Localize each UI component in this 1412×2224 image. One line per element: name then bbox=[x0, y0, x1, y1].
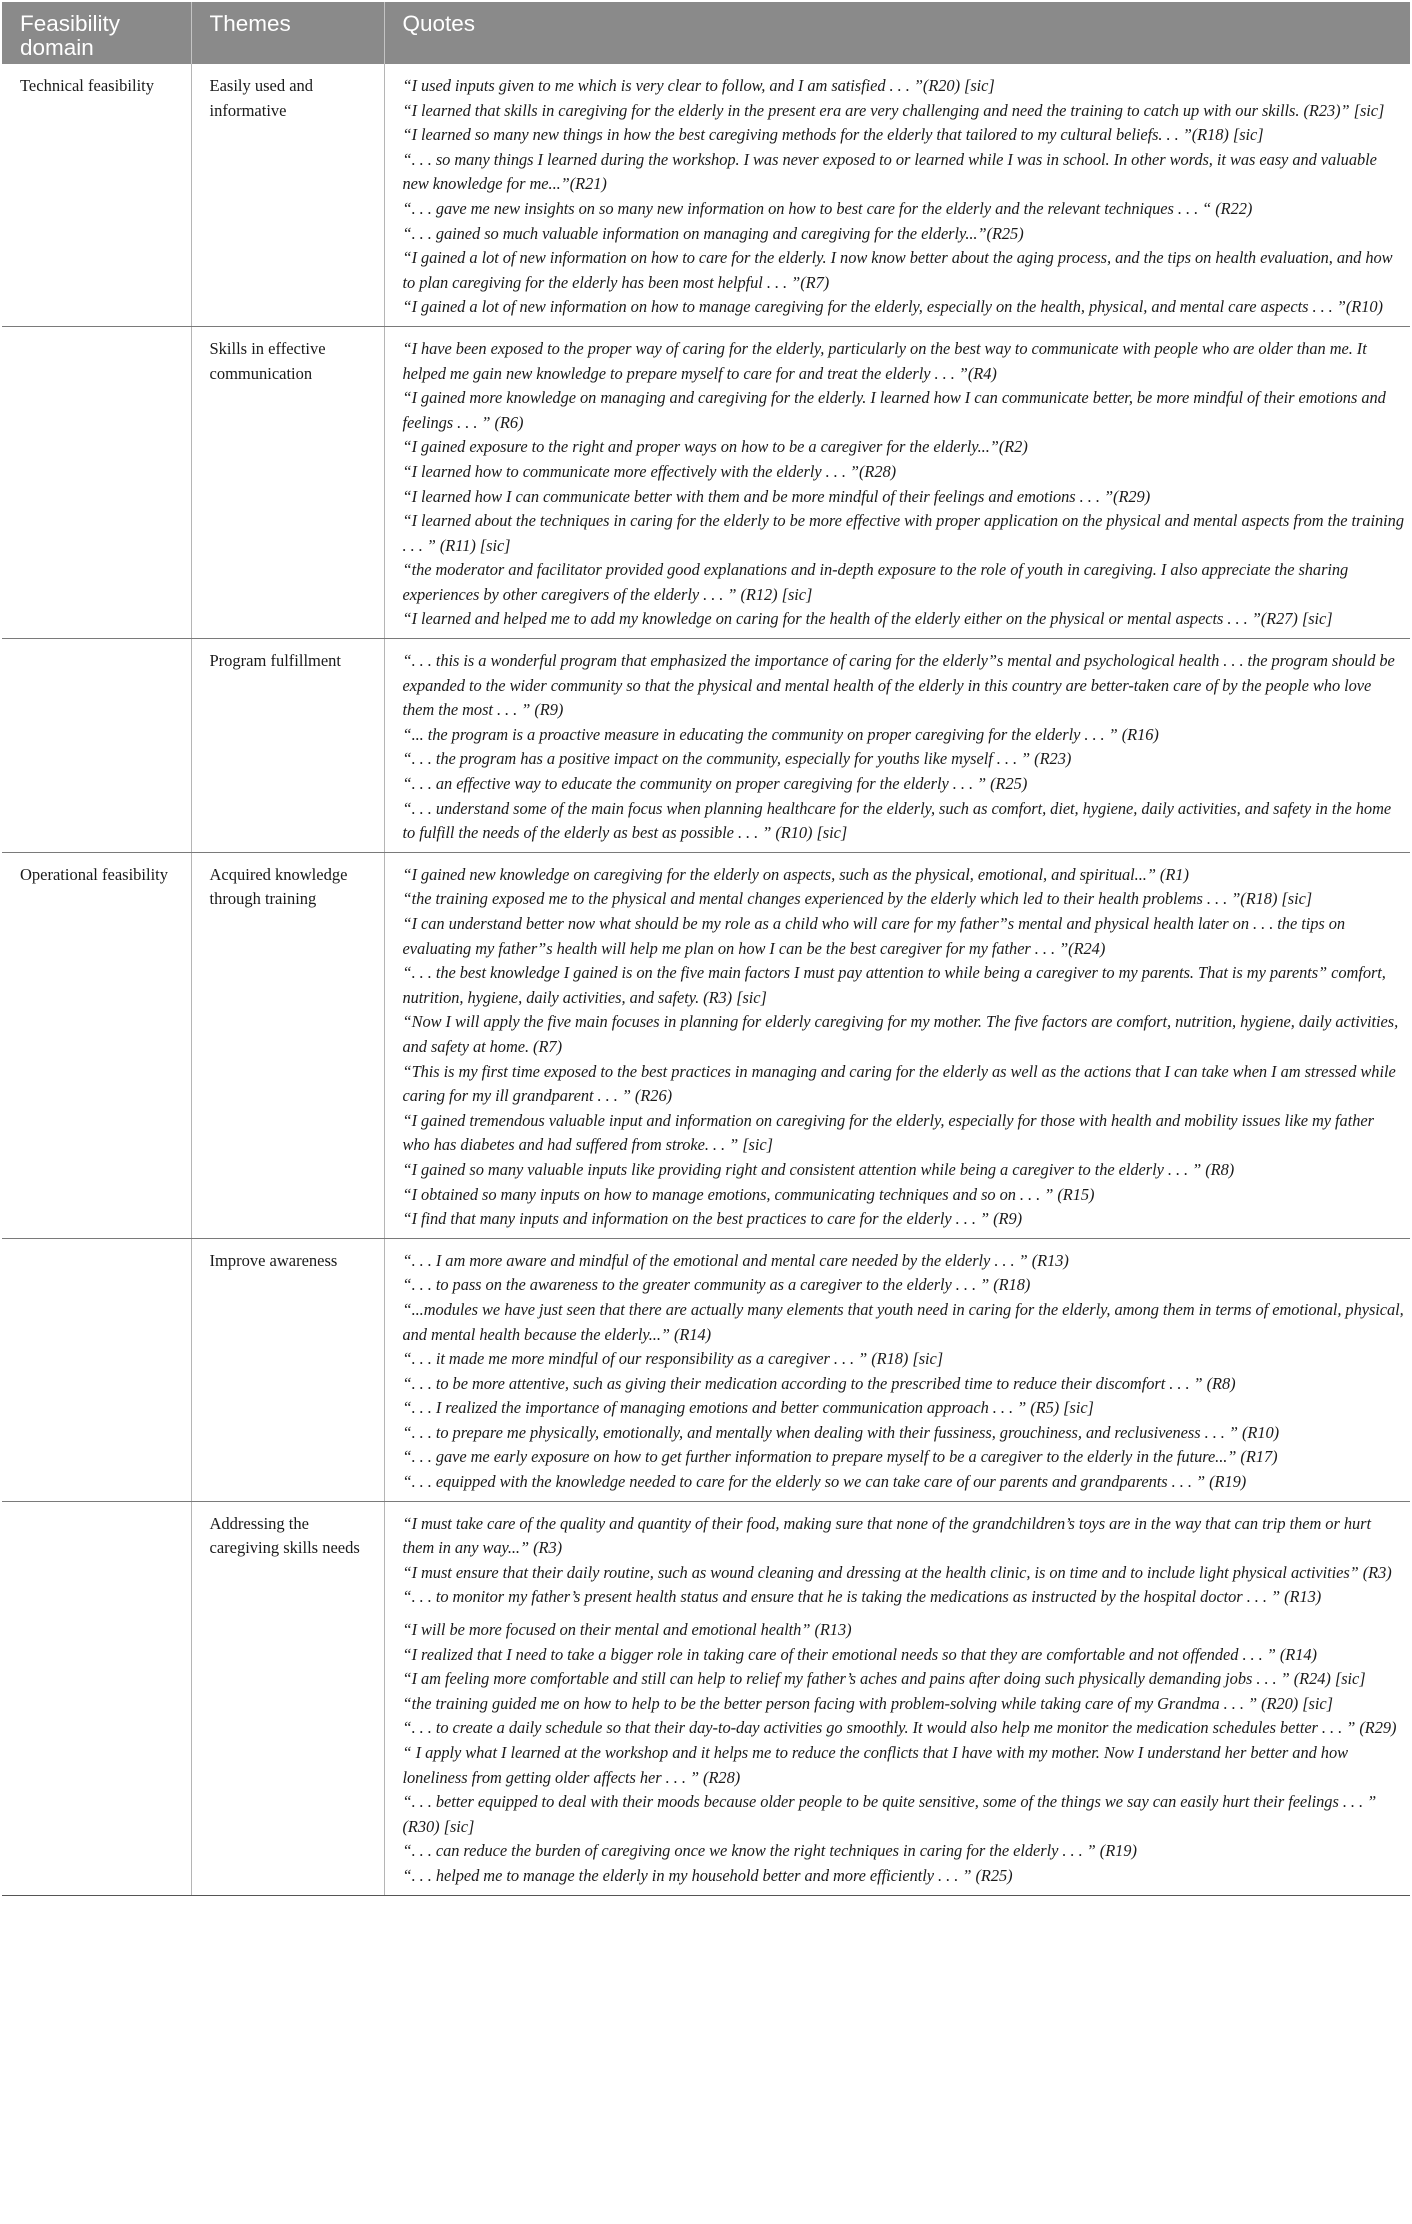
quote: “This is my first time exposed to the best practices in managing and caring for the elderly as well as the actions that I can take when I am stressed while caring for my ill grandparent . . . ” (R26) bbox=[402, 1061, 1396, 1106]
theme-cell: Easily used and informative bbox=[191, 64, 384, 326]
quotes-cell bbox=[384, 64, 1410, 326]
header-row bbox=[2, 2, 1410, 64]
quote: “. . . to pass on the awareness to the greater community as a caregiver to the elderly . . . ” (R18) bbox=[402, 1275, 1031, 1295]
quote: “the moderator and facilitator provided good explanations and in-depth exposure to the role of youth in caregiving. I also appreciate the sharing experiences by other caregivers of the elderly . . . ” (R12) [sic] bbox=[402, 560, 1349, 604]
quote: “ I apply what I learned at the workshop and it helps me to reduce the conflicts that I have with my mother. Now I understand her better and how loneliness from getting older affects her . . . ” (R28) bbox=[402, 1743, 1348, 1787]
quote: “... the program is a proactive measure in educating the community on proper caregiving for the elderly . . . ” (R16) bbox=[402, 724, 1159, 744]
quote: “. . . equipped with the knowledge needed to care for the elderly so we can take care of our parents and grandparents . . . ” (R19) bbox=[402, 1472, 1247, 1492]
header-quotes: Quotes bbox=[384, 2, 1410, 64]
quote: “I must take care of the quality and quantity of their food, making sure that none of the grandchildren’s toys are in the way that can trip them or hurt them in any way...” (R3) bbox=[402, 1513, 1371, 1558]
quote: “I learned how I can communicate better with them and be more mindful of their feelings and emotions . . . ”(R29) bbox=[402, 486, 1151, 506]
quote: “. . . gave me new insights on so many new information on how to best care for the elderly and the relevant techniques . . . “ (R22) bbox=[402, 198, 1253, 218]
quote: “I gained a lot of new information on how to care for the elderly. I now know better about the aging process, and the tips on health evaluation, and how to plan caregiving for the elderly has been most helpful . . . ”(R7) bbox=[402, 248, 1393, 292]
theme-cell: Program fulfillment bbox=[191, 639, 384, 853]
quote: “the training exposed me to the physical and mental changes experienced by the elderly which led to their health problems . . . ”(R18) [sic] bbox=[402, 889, 1313, 909]
quote: “. . . I am more aware and mindful of the emotional and mental care needed by the elderly . . . ” (R13) bbox=[402, 1250, 1069, 1270]
quote: “. . . better equipped to deal with their moods because older people to be quite sensitive, some of the things we say can easily hurt their feelings . . . ” (R30) [sic] bbox=[402, 1792, 1377, 1836]
table-row bbox=[2, 852, 1410, 1238]
quote: “I learned and helped me to add my knowledge on caring for the health of the elderly either on the physical or mental aspects . . . ”(R27) [sic] bbox=[402, 609, 1333, 629]
quote: “. . . can reduce the burden of caregiving once we know the right techniques in caring for the elderly . . . ” (R19) bbox=[402, 1841, 1137, 1861]
domain-cell bbox=[2, 326, 191, 638]
quote: “I realized that I need to take a bigger role in taking care of their emotional needs so that they are comfortable and not offended . . . ” (R14) bbox=[402, 1644, 1317, 1664]
quote: “I learned that skills in caregiving for the elderly in the present era are very challenging and need the training to catch up with our skills. (R23)” [sic] bbox=[402, 100, 1385, 120]
quotes-cell bbox=[384, 326, 1410, 638]
table-row bbox=[2, 1501, 1410, 1895]
quote: “I gained new knowledge on caregiving for the elderly on aspects, such as the physical, emotional, and spiritual...” (R1) bbox=[402, 864, 1189, 884]
quote: “I obtained so many inputs on how to manage emotions, communicating techniques and so on . . . ” (R15) bbox=[402, 1184, 1095, 1204]
feasibility-table bbox=[2, 2, 1410, 1896]
quote: “. . . it made me more mindful of our responsibility as a caregiver . . . ” (R18) [sic] bbox=[402, 1349, 944, 1369]
quote: “I gained exposure to the right and proper ways on how to be a caregiver for the elderly...”(R2) bbox=[402, 437, 1028, 457]
quote: “I learned about the techniques in caring for the elderly to be more effective with proper application on the physical and mental aspects from the training . . . ” (R11) [sic] bbox=[402, 511, 1404, 555]
quote: “I am feeling more comfortable and still can help to relief my father’s aches and pains after doing such physically demanding jobs . . . ” (R24) [sic] bbox=[402, 1669, 1366, 1689]
quote: “I will be more focused on their mental and emotional health” (R13) bbox=[402, 1620, 852, 1640]
quote: “. . . gained so much valuable information on managing and caregiving for the elderly...”(R25) bbox=[402, 223, 1024, 243]
quote: “. . . understand some of the main focus when planning healthcare for the elderly, such as comfort, diet, hygiene, daily activities, and safety in the home to fulfill the needs of the elderly as best as possible . . . ” (R10) [sic] bbox=[402, 798, 1392, 843]
table-row bbox=[2, 326, 1410, 638]
theme-cell: Skills in effective communication bbox=[191, 326, 384, 638]
quotes-cell bbox=[384, 1501, 1410, 1895]
quote: “...modules we have just seen that there are actually many elements that youth need in caring for the elderly, among them in terms of emotional, physical, and mental health because the elderly...” (R14) bbox=[402, 1299, 1404, 1344]
quote: “. . . the program has a positive impact on the community, especially for youths like myself . . . ” (R23) bbox=[402, 749, 1072, 769]
header-themes: Themes bbox=[191, 2, 384, 64]
quote: “. . . to prepare me physically, emotionally, and mentally when dealing with their fussiness, grouchiness, and reclusiveness . . . ” (R10) bbox=[402, 1422, 1280, 1442]
quotes-cell bbox=[384, 639, 1410, 853]
domain-cell: Technical feasibility bbox=[2, 64, 191, 326]
theme-cell: Acquired knowledge through training bbox=[191, 852, 384, 1238]
quotes-cell bbox=[384, 852, 1410, 1238]
quote: “. . . gave me early exposure on how to get further information to prepare myself to be a caregiver to the elderly in the future...” (R17) bbox=[402, 1447, 1278, 1467]
domain-cell: Operational feasibility bbox=[2, 852, 191, 1238]
quote: “I can understand better now what should be my role as a child who will care for my father”s mental and physical health later on . . . the tips on evaluating my father”s health will help me plan on how I can be the best caregiver for my father . . . ”(R24) bbox=[402, 914, 1346, 958]
table-body bbox=[2, 64, 1410, 1895]
quote: “I learned so many new things in how the best caregiving methods for the elderly that tailored to my cultural beliefs. . . ”(R18) [sic] bbox=[402, 125, 1264, 145]
quote: “. . . to monitor my father’s present health status and ensure that he is taking the medications as instructed by the hospital doctor . . . ” (R13) bbox=[402, 1587, 1322, 1607]
quote: “. . . the best knowledge I gained is on the five main factors I must pay attention to while being a caregiver to my parents. That is my parents” comfort, nutrition, hygiene, daily activities, and safety. (R3) [sic] bbox=[402, 963, 1386, 1007]
table-header bbox=[2, 2, 1410, 64]
quote: “. . . to create a daily schedule so that their day-to-day activities go smoothly. It would also help me monitor the medication schedules better . . . ” (R29) bbox=[402, 1718, 1397, 1738]
quote: “the training guided me on how to help to be the better person facing with problem-solving while taking care of my Grandma . . . ” (R20) [sic] bbox=[402, 1693, 1333, 1713]
theme-cell: Addressing the caregiving skills needs bbox=[191, 1501, 384, 1895]
quote: “I gained more knowledge on managing and caregiving for the elderly. I learned how I can communicate better, be more mindful of their emotions and feelings . . . ” (R6) bbox=[402, 388, 1386, 432]
quote: “. . . an effective way to educate the community on proper caregiving for the elderly . . . ” (R25) bbox=[402, 774, 1028, 794]
table-row bbox=[2, 64, 1410, 326]
header-feasibility-domain: Feasibility domain bbox=[2, 2, 191, 64]
quote: “. . . helped me to manage the elderly in my household better and more efficiently . . . ” (R25) bbox=[402, 1865, 1013, 1885]
domain-cell bbox=[2, 639, 191, 853]
quote: “. . . to be more attentive, such as giving their medication according to the prescribed time to reduce their discomfort . . . ” (R8) bbox=[402, 1373, 1236, 1393]
quote: “I gained tremendous valuable input and information on caregiving for the elderly, especially for those with health and mobility issues like my father who has diabetes and had suffered from stroke. . . ” [sic] bbox=[402, 1110, 1374, 1155]
quote: “. . . this is a wonderful program that emphasized the importance of caring for the elderly”s mental and psychological health . . . the program should be expanded to the wider community so that the physical and mental health of the elderly in this country are better-taken care of by the people who love them the most . . . ” (R9) bbox=[402, 651, 1395, 720]
quote: “I find that many inputs and information on the best practices to care for the elderly . . . ” (R9) bbox=[402, 1209, 1022, 1229]
quote: “I used inputs given to me which is very clear to follow, and I am satisfied . . . ”(R20) [sic] bbox=[402, 76, 995, 95]
quote: “. . . I realized the importance of managing emotions and better communication approach . . . ” (R5) [sic] bbox=[402, 1398, 1094, 1418]
quote: “I learned how to communicate more effectively with the elderly . . . ”(R28) bbox=[402, 461, 897, 481]
quote: “Now I will apply the five main focuses in planning for elderly caregiving for my mother. The five factors are comfort, nutrition, hygiene, daily activities, and safety at home. (R7) bbox=[402, 1012, 1399, 1056]
quote: “I must ensure that their daily routine, such as wound cleaning and dressing at the health clinic, is on time and to include light physical activities” (R3) bbox=[402, 1562, 1392, 1582]
quote: “I gained a lot of new information on how to manage caregiving for the elderly, especially on the health, physical, and mental care aspects . . . ”(R10) bbox=[402, 297, 1383, 317]
table-row bbox=[2, 1238, 1410, 1501]
table-row bbox=[2, 639, 1410, 853]
theme-cell: Improve awareness bbox=[191, 1238, 384, 1501]
domain-cell bbox=[2, 1238, 191, 1501]
domain-cell bbox=[2, 1501, 191, 1895]
quote: “. . . so many things I learned during the workshop. I was never exposed to or learned while I was in school. In other words, it was easy and valuable new knowledge for me...”(R21) bbox=[402, 149, 1377, 194]
quote: “I gained so many valuable inputs like providing right and consistent attention while being a caregiver to the elderly . . . ” (R8) bbox=[402, 1159, 1235, 1179]
quote: “I have been exposed to the proper way of caring for the elderly, particularly on the best way to communicate with people who are older than me. It helped me gain new knowledge to prepare myself to care for and treat the elderly . . . ”(R4) bbox=[402, 338, 1367, 383]
quotes-cell bbox=[384, 1238, 1410, 1501]
